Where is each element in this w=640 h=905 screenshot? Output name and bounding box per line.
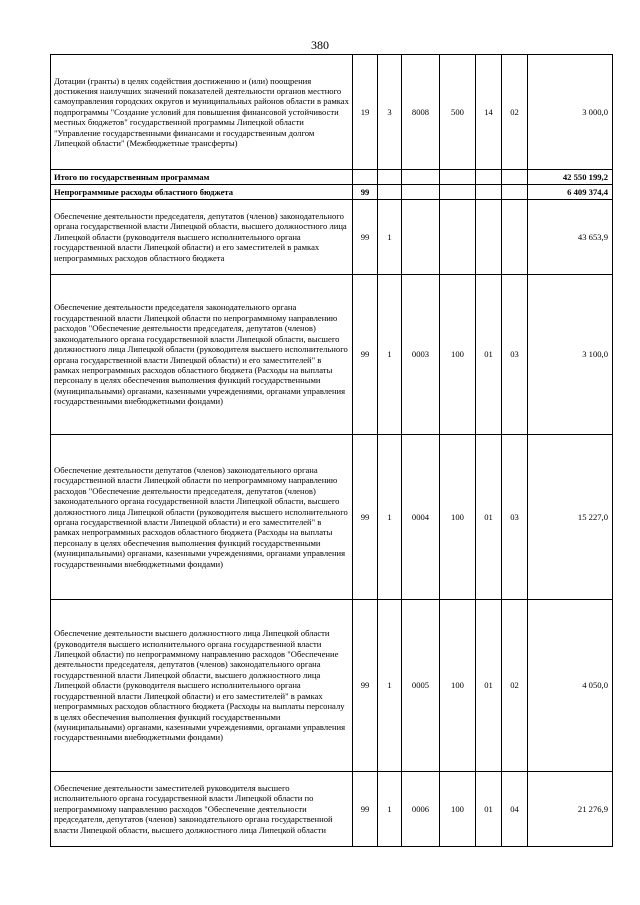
subprogram-code: 1 (378, 772, 402, 847)
row-description: Обеспечение деятельности заместителей руководителя высшего исполнительного органа государственной власти Липецкой области по непрограммному направлению расходов "Обеспечение деятельности председателя, депутатов (членов) законодательного органа государственной власти Липецкой области, высшего должностного лица Липецкой области (51, 772, 353, 847)
direction-code (402, 170, 440, 185)
program-code: 99 (353, 600, 378, 772)
sum-value: 21 276,9 (528, 772, 613, 847)
direction-code (402, 200, 440, 275)
sum-value: 15 227,0 (528, 435, 613, 600)
section-code: 01 (476, 435, 502, 600)
table-row-total (51, 170, 613, 185)
sum-value: 3 000,0 (528, 55, 613, 170)
sum-value: 43 653,9 (528, 200, 613, 275)
table-row (51, 600, 613, 772)
subprogram-code: 1 (378, 200, 402, 275)
subsection-code (502, 200, 528, 275)
table-row (51, 435, 613, 600)
expense-type-code: 100 (440, 600, 476, 772)
expense-type-code (440, 170, 476, 185)
expense-type-code: 500 (440, 55, 476, 170)
section-code: 14 (476, 55, 502, 170)
expense-type-code: 100 (440, 435, 476, 600)
program-code: 99 (353, 185, 378, 200)
program-code: 19 (353, 55, 378, 170)
table-row-section (51, 185, 613, 200)
expense-type-code (440, 200, 476, 275)
row-description: Обеспечение деятельности депутатов (членов) законодательного органа государственной власти Липецкой области по непрограммному направлению расходов "Обеспечение деятельности председателя, депутатов (членов) законодательного органа государственной власти Липецкой области, высшего должностного лица Липецкой области (руководителя высшего исполнительного органа государственной власти Липецкой области) и его заместителей" в рамках непрограммных расходов областного бюджета (Расходы на выплаты персоналу в целях обеспечения выполнения функций государственными (муниципальными) органами, казенными учреждениями, органами управления государственными внебюджетными фондами) (51, 435, 353, 600)
table-row (51, 55, 613, 170)
row-description: Дотации (гранты) в целях содействия достижению и (или) поощрения достижения наилучших значений показателей деятельности органов местного самоуправления городских округов и муниципальных районов области в рамках подпрограммы "Создание условий для повышения финансовой устойчивости местных бюджетов" государственной программы Липецкой области "Управление государственными финансами и государственным долгом Липецкой области" (Межбюджетные трансферты) (51, 55, 353, 170)
direction-code: 0003 (402, 275, 440, 435)
direction-code: 0005 (402, 600, 440, 772)
program-code: 99 (353, 275, 378, 435)
expense-type-code: 100 (440, 275, 476, 435)
sum-value: 6 409 374,4 (528, 185, 613, 200)
row-description: Обеспечение деятельности председателя законодательного органа государственной власти Липецкой области по непрограммному направлению расходов "Обеспечение деятельности председателя, депутатов (членов) законодательного органа государственной власти Липецкой области, высшего должностного лица Липецкой области (руководителя высшего исполнительного органа государственной власти Липецкой области) и его заместителей" в рамках непрограммных расходов областного бюджета (Расходы на выплаты персоналу в целях обеспечения выполнения функций государственными (муниципальными) органами, казенными учреждениями, органами управления государственными внебюджетными фондами) (51, 275, 353, 435)
direction-code: 8008 (402, 55, 440, 170)
program-code: 99 (353, 200, 378, 275)
direction-code: 0004 (402, 435, 440, 600)
section-code: 01 (476, 600, 502, 772)
subsection-code: 03 (502, 275, 528, 435)
program-code: 99 (353, 435, 378, 600)
subprogram-code (378, 170, 402, 185)
section-code (476, 170, 502, 185)
row-description: Итого по государственным программам (51, 170, 353, 185)
section-code: 01 (476, 772, 502, 847)
direction-code: 0006 (402, 772, 440, 847)
subprogram-code: 1 (378, 275, 402, 435)
subsection-code (502, 170, 528, 185)
subprogram-code: 3 (378, 55, 402, 170)
subsection-code: 04 (502, 772, 528, 847)
subprogram-code (378, 185, 402, 200)
subsection-code: 02 (502, 600, 528, 772)
table-row (51, 275, 613, 435)
table-row (51, 200, 613, 275)
row-description: Обеспечение деятельности председателя, депутатов (членов) законодательного органа государственной власти Липецкой области, высшего должностного лица Липецкой области (руководителя высшего исполнительного органа государственной власти Липецкой области) и его заместителей в рамках непрограммных расходов областного бюджета (51, 200, 353, 275)
expense-type-code (440, 185, 476, 200)
subsection-code: 02 (502, 55, 528, 170)
subsection-code (502, 185, 528, 200)
budget-table (50, 54, 613, 847)
sum-value: 3 100,0 (528, 275, 613, 435)
program-code: 99 (353, 772, 378, 847)
page-number: 380 (311, 38, 329, 52)
table-row (51, 772, 613, 847)
row-description: Непрограммные расходы областного бюджета (51, 185, 353, 200)
section-code (476, 200, 502, 275)
subprogram-code: 1 (378, 600, 402, 772)
row-description: Обеспечение деятельности высшего должностного лица Липецкой области (руководителя высшего исполнительного органа государственной власти Липецкой области) по непрограммному направлению расходов "Обеспечение деятельности председателя, депутатов (членов) законодательного органа государственной власти Липецкой области, высшего должностного лица Липецкой области (руководителя высшего исполнительного органа государственной власти Липецкой области) и его заместителей" в рамках непрограммных расходов областного бюджета (Расходы на выплаты персоналу в целях обеспечения выполнения функций государственными (муниципальными) органами, казенными учреждениями, органами управления государственными внебюджетными фондами) (51, 600, 353, 772)
program-code (353, 170, 378, 185)
section-code (476, 185, 502, 200)
section-code: 01 (476, 275, 502, 435)
subprogram-code: 1 (378, 435, 402, 600)
direction-code (402, 185, 440, 200)
expense-type-code: 100 (440, 772, 476, 847)
subsection-code: 03 (502, 435, 528, 600)
sum-value: 4 050,0 (528, 600, 613, 772)
sum-value: 42 550 199,2 (528, 170, 613, 185)
